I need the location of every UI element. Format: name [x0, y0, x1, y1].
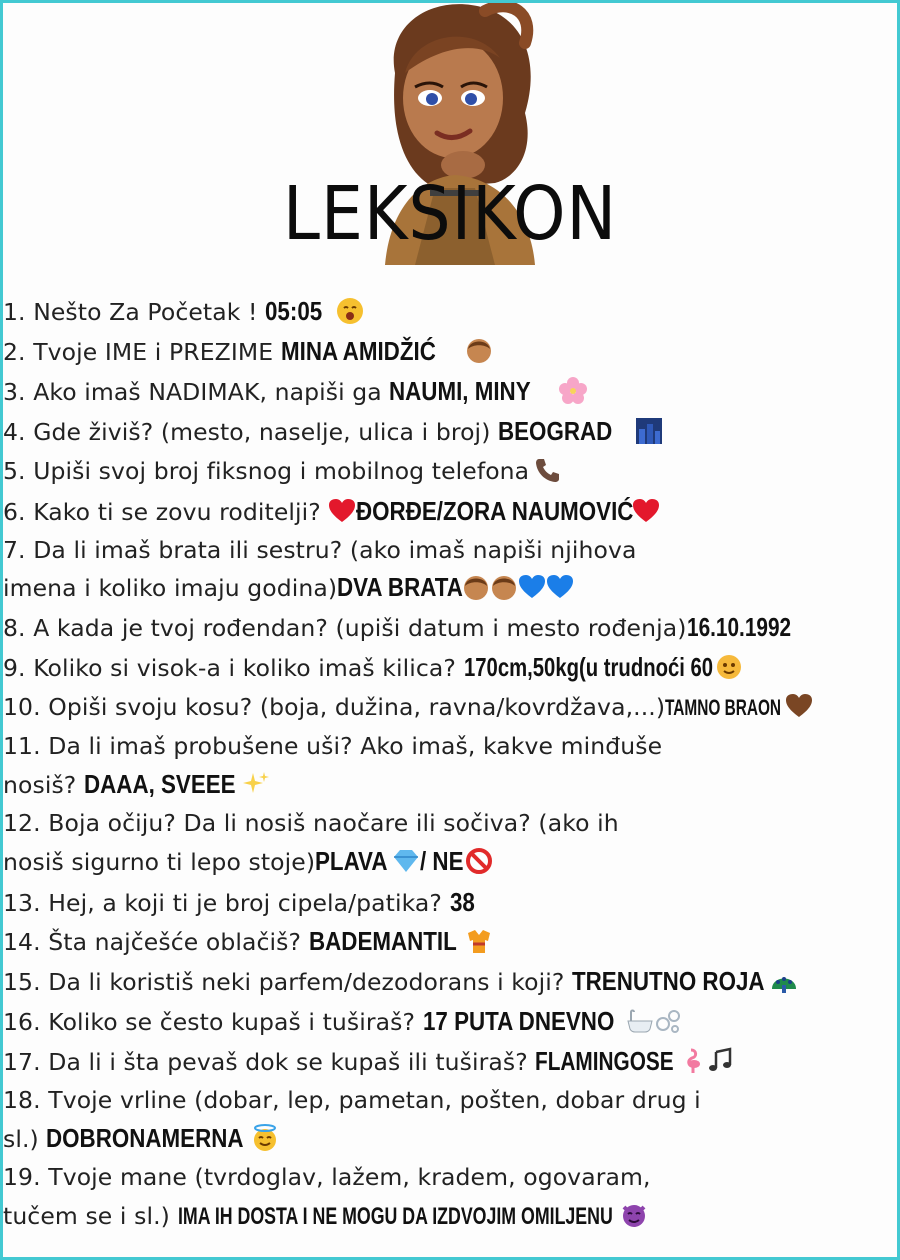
answer-text: 38	[449, 887, 475, 917]
boy-and-blue-heart-icons	[462, 583, 574, 600]
answer-text: BEOGRAD	[498, 416, 613, 446]
question-text: 6. Kako ti se zovu roditelji?	[3, 498, 329, 526]
answer-text: IMA IH DOSTA I NE MOGU DA IZDVOJIM OMILJENU	[177, 1203, 613, 1230]
question-text: 19. Tvoje mane (tvrdoglav, lažem, kradem, ogovaram,	[3, 1163, 651, 1191]
question-text: 5. Upiši svoj broj fiksnog i mobilnog telefona	[3, 457, 530, 485]
sparkles-icon	[243, 770, 271, 798]
question-text: nosiš sigurno ti lepo stoje)	[3, 848, 316, 876]
question-text: 11. Da li imaš probušene uši? Ako imaš, kakve minđuše	[3, 732, 663, 760]
yawning-face-icon	[336, 297, 364, 325]
list-item	[3, 376, 587, 416]
list-item	[3, 926, 493, 966]
blue-heart-icon	[546, 573, 574, 601]
musical-notes-icon	[707, 1047, 735, 1075]
list-item	[3, 1163, 651, 1203]
bubbles-icon	[654, 1007, 682, 1035]
question-text: 9. Koliko si visok-a i koliko imaš kilica?	[3, 654, 464, 682]
peacock-icon	[770, 967, 798, 995]
page-title: LEKSIKON	[282, 171, 618, 257]
header	[3, 3, 897, 265]
cherry-blossom-icon	[559, 377, 587, 405]
answer-text: 05:05	[265, 296, 323, 326]
question-text: nosiš?	[3, 771, 84, 799]
list-item-continuation	[3, 846, 493, 886]
list-item	[3, 536, 637, 576]
list-item	[3, 1006, 682, 1046]
list-item	[3, 809, 619, 849]
question-text: 4. Gde živiš? (mesto, naselje, ulica i broj)	[3, 418, 499, 446]
question-text: 14. Šta najčešće oblačiš?	[3, 928, 309, 956]
list-item	[3, 732, 662, 772]
boy-icon	[490, 573, 518, 601]
baby-icon	[465, 337, 493, 365]
list-item	[3, 612, 817, 652]
boy-icon	[462, 573, 490, 601]
question-text: 3. Ako imaš NADIMAK, napiši ga	[3, 378, 390, 406]
list-item	[3, 296, 364, 336]
list-item	[3, 966, 798, 1006]
blue-heart-icon	[518, 573, 546, 601]
list-item-continuation	[3, 769, 271, 809]
red-heart-icon	[632, 497, 660, 525]
list-item-continuation	[3, 1123, 279, 1163]
list-item	[3, 456, 562, 496]
question-text: sl.)	[3, 1125, 47, 1153]
answer-text: TRENUTNO ROJA	[572, 966, 765, 996]
question-text: imena i koliko imaju godina)	[3, 574, 338, 602]
flamingo-icon	[679, 1047, 707, 1075]
answer-text: DVA BRATA	[337, 572, 464, 602]
list-item	[3, 1086, 701, 1126]
question-text: 2. Tvoje IME i PREZIME	[3, 338, 281, 366]
question-text: 17. Da li i šta pevaš dok se kupaš ili tuširaš?	[3, 1048, 536, 1076]
sun-face-icon	[715, 653, 743, 681]
question-text: 16. Koliko se često kupaš i tuširaš?	[3, 1008, 423, 1036]
answer-text: TAMNO BRAON	[665, 695, 782, 720]
brown-heart-icon	[785, 692, 807, 720]
smiling-devil-icon	[620, 1201, 648, 1229]
bathtub-icon	[626, 1007, 654, 1035]
answer-text: 170cm,50kg(u trudnoći 60	[463, 652, 713, 682]
answer-text: BADEMANTIL	[308, 926, 457, 956]
answer-text: NAUMI, MINY	[389, 376, 531, 406]
smiling-halo-icon	[251, 1124, 279, 1152]
list-item	[3, 652, 743, 692]
question-text: 8. A kada je tvoj rođendan? (upiši datum i mesto rođenja)	[3, 614, 687, 642]
question-text: tučem se i sl.)	[3, 1202, 178, 1230]
question-text: 15. Da li koristiš neki parfem/dezodorans i koji?	[3, 968, 573, 996]
answer-text: DAAA, SVEEE	[83, 769, 236, 799]
kimono-icon	[465, 927, 493, 955]
answer-text: PLAVA	[315, 846, 388, 876]
answer-text: ĐORĐE/ZORA NAUMOVIĆ	[356, 496, 634, 526]
list-item-continuation	[3, 1201, 648, 1241]
list-item	[3, 336, 493, 376]
answer-text: 17 PUTA DNEVNO	[422, 1006, 614, 1036]
answer-text: 16.10.1992	[686, 612, 791, 642]
list-item	[3, 496, 660, 536]
question-text: 7. Da li imaš brata ili sestru? (ako imaš napiši njihova	[3, 536, 637, 564]
question-text: 12. Boja očiju? Da li nosiš naočare ili sočiva? (ako ih	[3, 809, 619, 837]
answer-text: DOBRONAMERNA	[46, 1123, 244, 1153]
no-entry-icon	[465, 847, 493, 875]
question-text: 13. Hej, a koji ti je broj cipela/patika?	[3, 889, 450, 917]
list-item	[3, 692, 807, 732]
answer-text: / NE	[419, 846, 464, 876]
gem-icon	[392, 847, 420, 875]
telephone-icon	[534, 456, 562, 484]
city-night-icon	[635, 417, 663, 445]
list-item	[3, 1046, 735, 1086]
question-text: 10. Opiši svoju kosu? (boja, dužina, ravna/kovrdžava,...)	[3, 693, 666, 721]
red-heart-icon	[328, 497, 356, 525]
list-item	[3, 416, 663, 456]
list-item-continuation	[3, 572, 574, 612]
question-text: 18. Tvoje vrline (dobar, lep, pametan, pošten, dobar drug i	[3, 1086, 701, 1114]
question-text: 1. Nešto Za Početak !	[3, 298, 266, 326]
list-item	[3, 887, 479, 927]
answer-text: FLAMINGOSE	[535, 1046, 675, 1076]
answer-text: MINA AMIDŽIĆ	[280, 336, 436, 366]
